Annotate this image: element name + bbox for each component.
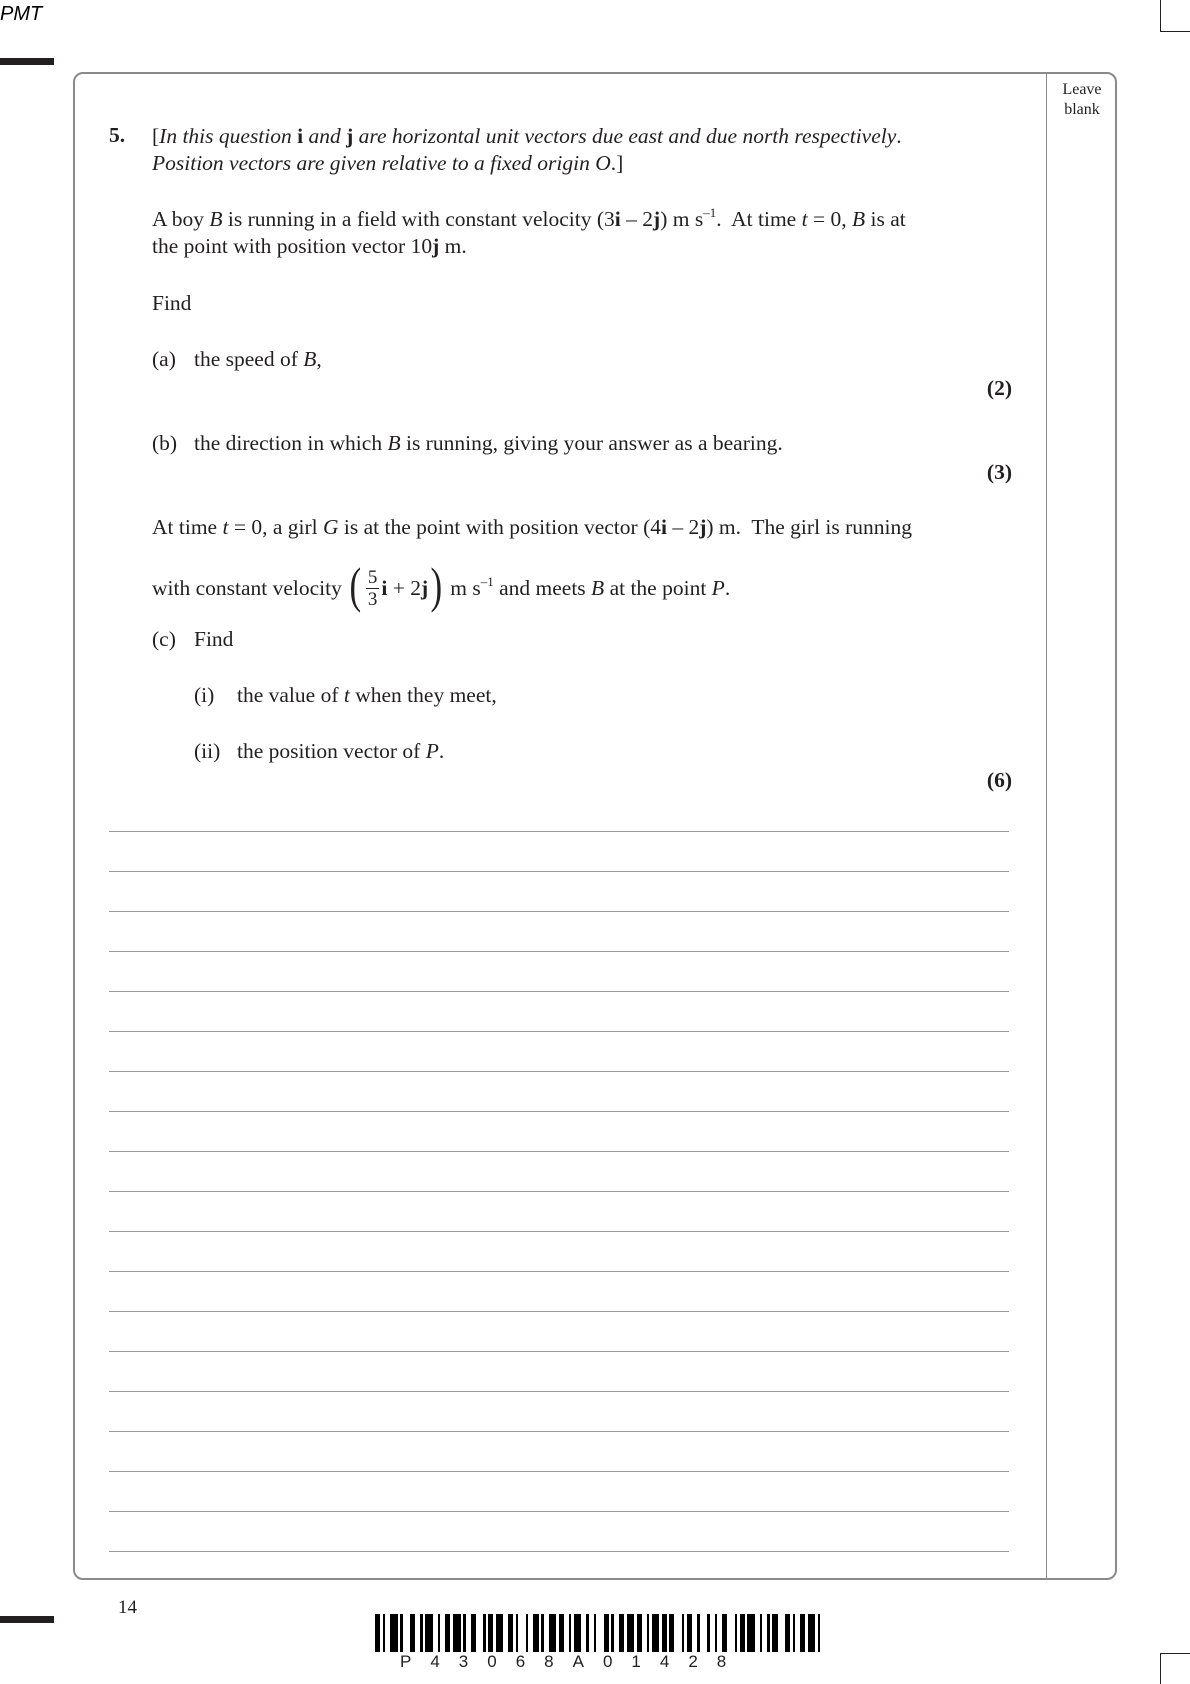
para2-line-1: At time t = 0, a girl G is at the point with position vector (4i – 2j) m. The girl is running <box>152 515 913 539</box>
part-a-marks: (2) <box>986 376 1012 400</box>
barcode <box>375 1614 826 1652</box>
barcode-bar <box>549 1614 557 1652</box>
part-a-text: the speed of B, <box>194 347 322 371</box>
intro-line-1: [In this question i and j are horizontal unit vectors due east and due north respectively. <box>152 124 902 148</box>
part-b-text: the direction in which B is running, giving your answer as a bearing. <box>194 431 783 455</box>
answer-line <box>109 871 1009 872</box>
barcode-bar <box>425 1614 433 1652</box>
answer-line <box>109 1151 1009 1152</box>
crop-mark-top-right-h <box>1160 0 1161 32</box>
barcode-space <box>778 1614 786 1652</box>
question-number: 5. <box>109 123 126 147</box>
part-b-marks: (3) <box>986 460 1012 484</box>
answer-line <box>109 831 1009 832</box>
find-label: Find <box>152 291 192 315</box>
barcode-space <box>476 1614 484 1652</box>
answer-line <box>109 1471 1009 1472</box>
part-c-text: Find <box>194 627 234 651</box>
para2-line-2: with constant velocity ( $\frac{5}{3}$ i + 2 j ) m $s^{-1}$ and meets B at the point P. <box>152 557 731 613</box>
page-frame <box>73 72 1117 1580</box>
crop-mark-bottom-right-v <box>1160 1653 1190 1654</box>
left-paren: ( <box>349 557 362 613</box>
barcode-bar <box>453 1614 461 1652</box>
part-c-i-label: (i) <box>194 683 215 707</box>
part-b-label: (b) <box>152 431 178 455</box>
part-c-ii-text: the position vector of P. <box>237 739 445 763</box>
barcode-bar <box>390 1614 398 1652</box>
barcode-space <box>674 1614 682 1652</box>
right-paren: ) <box>430 557 443 613</box>
answer-line <box>109 1111 1009 1112</box>
barcode-bar <box>747 1614 755 1652</box>
intro-line-2: Position vectors are given relative to a fixed origin O.] <box>152 151 624 175</box>
answer-line <box>109 1071 1009 1072</box>
velocity-fraction: $\frac{5}{3}$ <box>367 566 378 610</box>
page-number: 14 <box>118 1597 137 1618</box>
margin-divider <box>1046 74 1047 1580</box>
part-c-i-text: the value of t when they meet, <box>237 683 497 707</box>
barcode-space <box>820 1614 825 1652</box>
answer-line <box>109 1551 1009 1552</box>
leave-blank-label: Leave blank <box>1062 81 1102 118</box>
barcode-space <box>403 1614 411 1652</box>
answer-line <box>109 1191 1009 1192</box>
barcode-space <box>700 1614 708 1652</box>
answer-line <box>109 1311 1009 1312</box>
j-vector: j <box>421 575 429 600</box>
answer-line <box>109 1391 1009 1392</box>
answer-line <box>109 951 1009 952</box>
answer-line <box>109 1031 1009 1032</box>
barcode-bar <box>574 1614 582 1652</box>
barcode-bar <box>652 1614 660 1652</box>
para1-line-1: A boy B is running in a field with constant velocity (3i – 2j) m $s^{-1}$. At time t = 0, B is at <box>152 205 906 231</box>
answer-line <box>109 1271 1009 1272</box>
crop-mark-top-right-v <box>1160 31 1190 32</box>
barcode-space <box>596 1614 604 1652</box>
part-c-marks: (6) <box>986 768 1012 792</box>
barcode-text: P43068A01428 <box>400 1652 746 1671</box>
answer-line <box>109 1431 1009 1432</box>
barcode-space <box>518 1614 526 1652</box>
barcode-bar <box>627 1614 635 1652</box>
answer-line <box>109 911 1009 912</box>
answer-line <box>109 1511 1009 1512</box>
barcode-space <box>727 1614 735 1652</box>
i-vector: i <box>381 575 388 600</box>
answer-line <box>109 1351 1009 1352</box>
part-c-ii-label: (ii) <box>194 739 221 763</box>
crop-mark-top-left <box>0 58 54 65</box>
para1-line-2: the point with position vector 10j m. <box>152 234 467 258</box>
crop-mark-bottom-left <box>0 1616 54 1623</box>
part-a-label: (a) <box>152 347 176 371</box>
crop-mark-bottom-right-h <box>1160 1653 1161 1684</box>
part-c-label: (c) <box>152 627 176 651</box>
pmt-watermark: PMT <box>0 3 43 25</box>
barcode-bar <box>496 1614 504 1652</box>
barcode-bar <box>808 1614 816 1652</box>
answer-line <box>109 991 1009 992</box>
answer-line <box>109 1231 1009 1232</box>
